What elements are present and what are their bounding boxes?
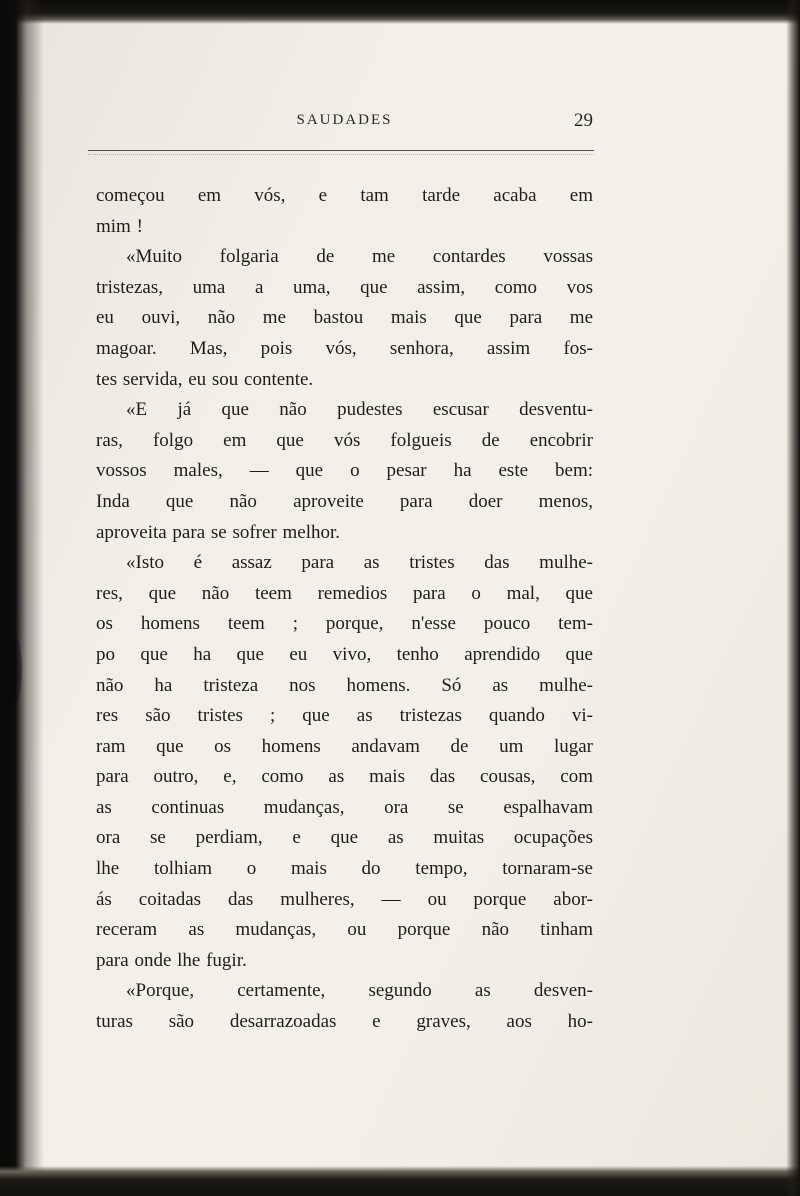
text-line: «Porque, certamente, segundo as desven- [126,980,593,1002]
page-text [96,181,593,1038]
text-line: «Isto é assaz para as tristes das mulhe- [126,552,593,574]
text-line: magoar. Mas, pois vós, senhora, assim fos- [96,337,593,359]
text-line: Inda que não aproveite para doer menos, [96,490,593,512]
page-header [96,112,593,138]
text-line: ás coitadas das mulheres, — ou porque abor- [96,888,593,910]
text-line: ram que os homens andavam de um lugar [96,735,593,757]
text-line: «Muito folgaria de me contardes vossas [126,246,593,268]
text-line: res, que não teem remedios para o mal, que [96,582,593,604]
header-divider [88,150,594,155]
text-line: turas são desarrazoadas e graves, aos ho- [96,1011,593,1033]
scan-artifact [0,630,22,710]
text-line: po que ha que eu vivo, tenho aprendido que [96,643,593,665]
scan-edge-bottom [0,1166,800,1196]
text-line: aproveita para se sofrer melhor. [96,521,341,543]
text-line: «E já que não pudestes escusar desventu- [126,399,593,421]
text-line: lhe tolhiam o mais do tempo, tornaram-se [96,858,593,880]
text-line: para outro, e, como as mais das cousas, com [96,766,593,788]
text-line: vossos males, — que o pesar ha este bem: [96,460,593,482]
page-number: 29 [574,110,593,131]
text-line: tes servida, eu sou contente. [96,368,314,390]
text-line: ora se perdiam, e que as muitas ocupações [96,827,593,849]
text-line: mim ! [96,215,143,237]
text-line: tristezas, uma a uma, que assim, como vos [96,276,593,298]
text-line: para onde lhe fugir. [96,949,247,971]
scan-edge-right [786,0,800,1196]
scan-edge-left [0,0,44,1196]
text-line: começou em vós, e tam tarde acaba em [96,185,593,206]
text-line: não ha tristeza nos homens. Só as mulhe- [96,674,593,696]
text-line: receram as mudanças, ou porque não tinham [96,919,593,941]
running-title: SAUDADES [296,112,393,128]
text-line: res são tristes ; que as tristezas quando vi- [96,705,593,727]
text-line: os homens teem ; porque, n'esse pouco tem- [96,613,593,635]
text-line: ras, folgo em que vós folgueis de encobrir [96,429,593,451]
text-line: as continuas mudanças, ora se espalhavam [96,796,593,818]
scan-edge-top [0,0,800,24]
text-line: eu ouvi, não me bastou mais que para me [96,307,593,329]
